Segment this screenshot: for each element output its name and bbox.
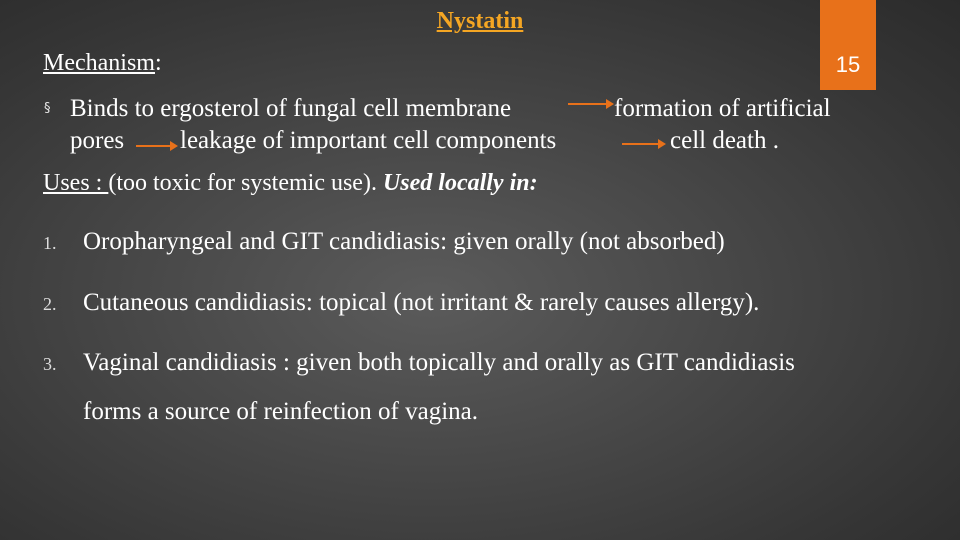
mechanism-text-4: leakage of important cell components — [180, 127, 557, 154]
mechanism-text-1: Binds to ergosterol of fungal cell membrane — [70, 95, 512, 122]
mechanism-heading-colon: : — [154, 50, 162, 76]
list-item — [43, 349, 795, 377]
mechanism-heading-label: Mechanism — [43, 50, 155, 76]
uses-note: (too toxic for systemic use). — [108, 170, 383, 196]
list-item-continuation: forms a source of reinfection of vagina. — [83, 398, 478, 425]
bullet-icon: § — [44, 101, 51, 116]
list-item — [43, 228, 725, 256]
arrow-icon — [622, 143, 660, 145]
list-item — [43, 289, 759, 317]
list-item-number: 1. — [43, 233, 57, 253]
mechanism-text-2: formation of artificial — [614, 95, 831, 122]
uses-locally: Used locally in: — [382, 170, 538, 196]
list-item-text: Oropharyngeal and GIT candidiasis: given orally (not absorbed) — [83, 228, 725, 255]
list-item-number: 2. — [43, 294, 57, 314]
mechanism-text-5: cell death . — [670, 127, 779, 154]
arrow-icon — [568, 103, 608, 105]
list-item-number: 3. — [43, 354, 57, 374]
mechanism-text-3: pores — [70, 127, 125, 154]
list-item-text: Cutaneous candidiasis: topical (not irritant & rarely causes allergy). — [83, 289, 760, 316]
uses-label: Uses : — [43, 170, 109, 196]
uses-line — [43, 170, 538, 197]
arrow-icon — [136, 145, 172, 147]
slide-title: Nystatin — [436, 8, 524, 34]
slide-number: 15 — [835, 52, 861, 77]
list-item-text: Vaginal candidiasis : given both topically and orally as GIT candidiasis — [83, 349, 795, 376]
mechanism-heading — [43, 50, 162, 77]
